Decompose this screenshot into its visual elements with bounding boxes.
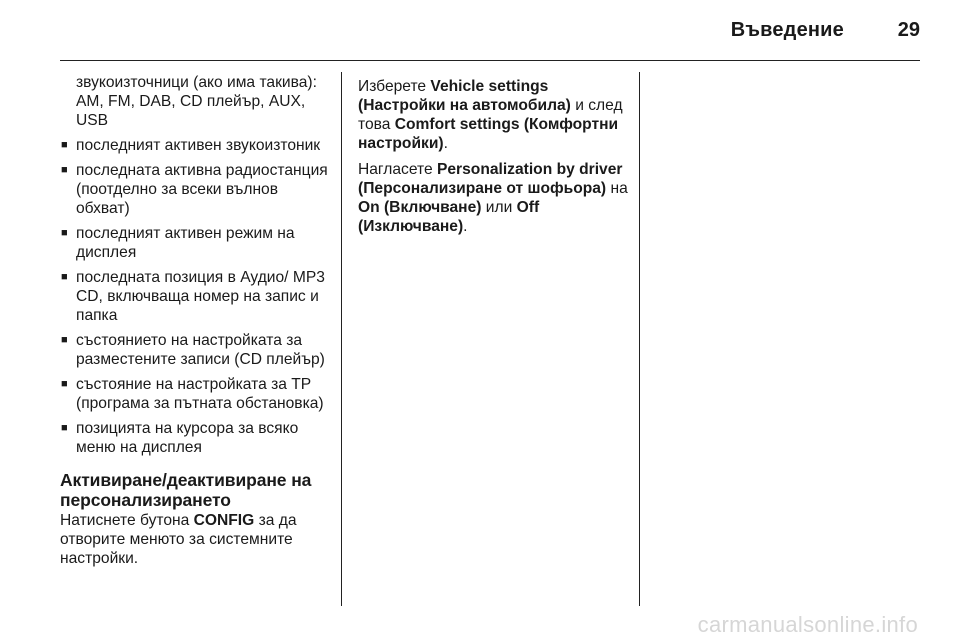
page-header [60,14,920,48]
list-item [60,419,330,457]
column-divider-right [639,72,640,606]
instruction-text: Нагласете [358,161,437,178]
instruction-text: Натиснете бутона [60,512,194,529]
bullet-square-icon: ■ [61,422,68,434]
instruction-paragraph [358,160,628,236]
list-item-text: състояние на настройката за TP (програма за пътната обстановка) [76,376,324,412]
vehicle-settings-label: Vehicle settings (Настройки на автомобила) [358,78,571,114]
instruction-text: . [443,135,448,152]
instruction-text: за да отворите менюто за системните настройки. [60,512,297,567]
list-item-text: състоянието на настройката за разместените записи (CD плейър) [76,332,325,368]
bullet-square-icon: ■ [61,164,68,176]
bullet-square-icon: ■ [61,227,68,239]
instruction-text: на [606,180,628,197]
instruction-paragraph [358,77,628,153]
bullet-square-icon: ■ [61,334,68,346]
bullet-square-icon: ■ [61,139,68,151]
list-item-text: последната позиция в Аудио/ MP3 CD, включваща номер на запис и папка [76,269,325,324]
watermark: carmanualsonline.info [697,612,918,637]
list-item [60,224,330,262]
list-item [60,331,330,369]
continued-bullet-text: звукоизточници (ако има такива): AM, FM, DAB, CD плейър, AUX, USB [76,74,317,129]
bullet-list [60,136,330,457]
list-item [60,268,330,325]
on-option-label: On (Включване) [358,199,482,216]
list-item-text: последният активен звукоизтоник [76,137,321,154]
instruction-text: или [481,199,517,216]
list-item-text: последният активен режим на дисплея [76,225,295,261]
list-item [60,375,330,413]
page-number: 29 [897,19,920,41]
bullet-square-icon: ■ [61,378,68,390]
list-item [60,161,330,218]
off-option-label: Off (Изключване) [358,199,540,235]
instruction-paragraph [60,511,330,568]
text-column-2 [358,77,628,243]
comfort-settings-label: Comfort settings (Комфортни настройки) [358,116,619,152]
instruction-text: . [463,218,468,235]
instruction-text: и след това [358,97,623,133]
instruction-text: Изберете [358,78,431,95]
config-button-label: CONFIG [193,512,255,529]
list-item-text: позицията на курсора за всяко меню на дисплея [76,420,299,456]
list-item-text: последната активна радиостанция (поотделно за всеки вълнов обхват) [76,162,328,217]
text-column-1 [60,73,330,575]
section-heading: Активиране/деактивиране на персонализирането [60,470,312,510]
header-rule [60,60,920,61]
personalization-label: Personalization by driver (Персонализиране от шофьора) [358,161,623,197]
list-item [60,136,330,155]
bullet-square-icon: ■ [61,271,68,283]
column-divider-left [341,72,342,606]
section-title: Въведение [730,19,844,41]
